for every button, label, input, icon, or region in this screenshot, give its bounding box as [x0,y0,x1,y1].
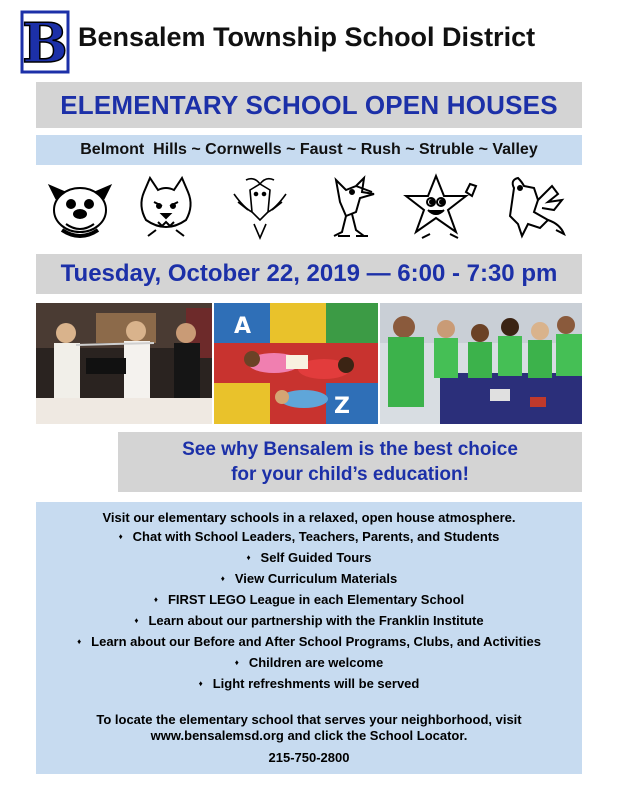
logo-letter: B [22,11,68,74]
info-intro: Visit our elementary schools in a relaxed, open house atmosphere. [102,510,516,525]
district-logo [20,10,70,74]
cougar-mascot-icon [130,172,202,244]
bullet-diamond-icon: ♦ [77,637,82,646]
bullet-diamond-icon: ♦ [153,595,158,604]
reading-kids-photo [214,303,378,424]
list-item: ♦ Learn about our partnership with the Franklin Institute [134,613,484,628]
list-item: ♦ FIRST LEGO League in each Elementary School [153,592,465,607]
date-bar [36,254,582,294]
bullet-diamond-icon: ♦ [220,574,225,583]
list-item: ♦ Light refreshments will be served [198,676,420,691]
eagle-mascot-icon [224,172,296,244]
tagline-line-1: See why Bensalem is the best choice [182,439,518,460]
bulldog-mascot-icon [44,172,116,244]
schools-list: Belmont Hills ~ Cornwells ~ Faust ~ Rush ~ Struble ~ Valley [80,141,538,158]
locator-instructions-line-1: To locate the elementary school that serves your neighborhood, visit [96,712,522,727]
district-name: Bensalem Township School District [78,22,536,52]
bullet-diamond-icon: ♦ [118,532,123,541]
event-date: Tuesday, October 22, 2019 — 6:00 - 7:30 pm [60,260,558,287]
flute-students-photo [36,303,212,424]
svg-text:Z: Z [334,394,350,419]
info-box [36,502,582,774]
tagline-box [118,432,582,492]
title-bar [36,82,582,128]
svg-text:A: A [234,314,252,339]
roadrunner-mascot-icon [316,172,388,244]
phone-number: 215-750-2800 [268,750,350,765]
lego-robotics-photo [380,303,582,424]
bullet-diamond-icon: ♦ [246,553,251,562]
page-title: ELEMENTARY SCHOOL OPEN HOUSES [60,89,558,120]
dragon-mascot-icon [500,172,572,244]
bullet-diamond-icon: ♦ [134,616,139,625]
schools-bar [36,135,582,165]
list-item: ♦ View Curriculum Materials [220,571,398,586]
star-mascot-icon [400,172,472,244]
bullet-diamond-icon: ♦ [198,679,203,688]
bullet-diamond-icon: ♦ [234,658,239,667]
list-item: ♦ Chat with School Leaders, Teachers, Parents, and Students [118,529,500,544]
list-item: ♦ Learn about our Before and After School Programs, Clubs, and Activities [77,634,541,649]
list-item: ♦ Self Guided Tours [246,550,372,565]
list-item: ♦ Children are welcome [234,655,384,670]
locator-instructions-line-2: www.bensalemsd.org and click the School Locator. [150,728,468,743]
tagline-line-2: for your child’s education! [231,464,469,485]
